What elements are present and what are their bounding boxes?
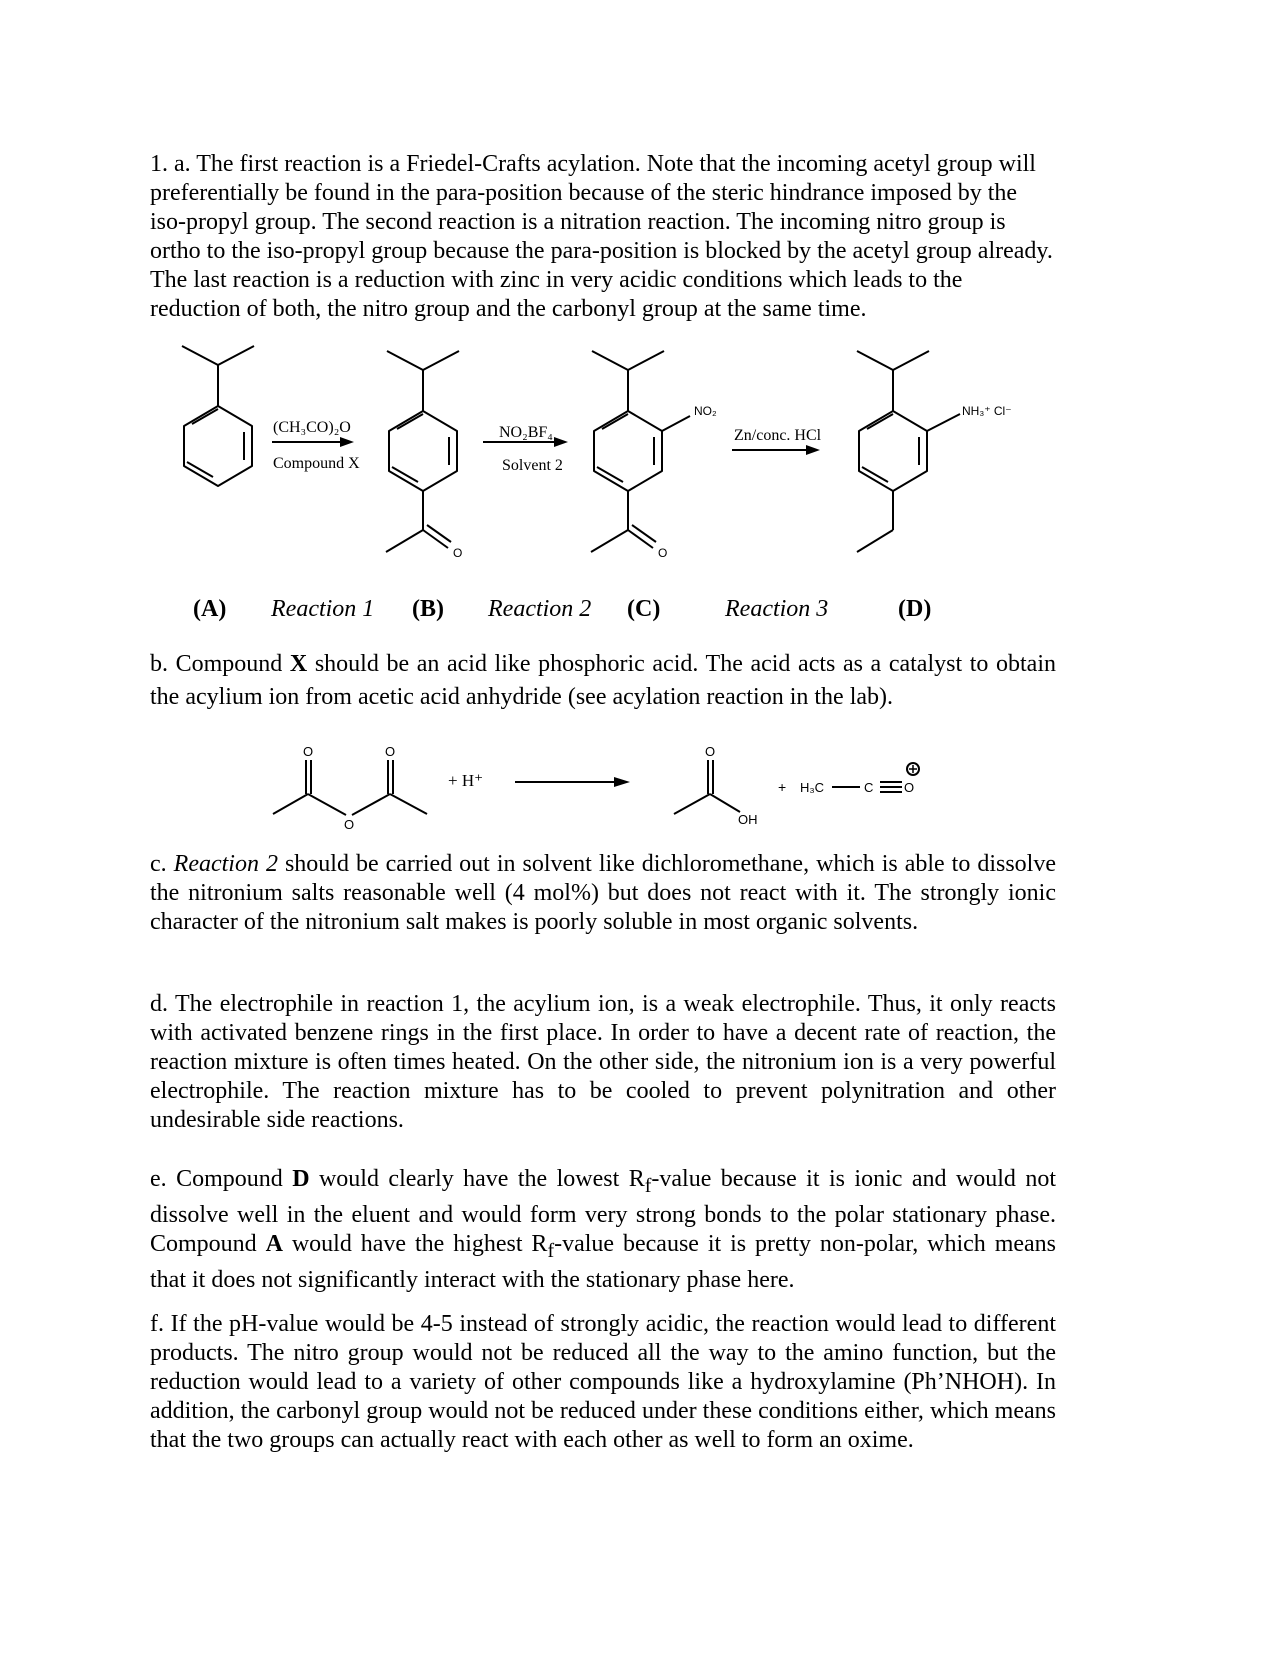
acylium-scheme xyxy=(0,730,1280,830)
compound-x-ref: X xyxy=(289,651,308,677)
label-c: (C) xyxy=(627,596,661,622)
nh3-label: NH₃⁺ Cl⁻ xyxy=(962,404,1012,418)
reagent-1-top: (CH₃CO)₂O xyxy=(273,419,351,436)
paragraph-a xyxy=(150,150,1056,324)
reaction-2-ref: Reaction 2 xyxy=(173,851,278,877)
label-b: (B) xyxy=(412,596,444,622)
reagent-3-top: Zn/conc. HCl xyxy=(734,427,822,444)
reaction-scheme xyxy=(0,330,1280,570)
compound-a-ref: A xyxy=(265,1230,283,1257)
acid-carbonyl-oxygen: O xyxy=(705,744,716,759)
compound-b-structure xyxy=(386,351,459,552)
compound-c-structure xyxy=(591,351,690,552)
acid-oh-label: OH xyxy=(738,812,758,827)
proton-label: + H⁺ xyxy=(448,771,484,790)
paragraph-c: c. Reaction 2 should be carried out in solvent like dichloromethane, which is able to dissolve the nitronium salts reasonable well (4 mol%) but does not react with it. The strongly ionic character of the nitronium salt makes is poorly soluble in most organic solvents. xyxy=(150,851,1056,935)
paragraph-f: f. If the pH-value would be 4-5 instead of strongly acidic, the reaction would lead to different products. The nitro group would not be reduced all the way to the amino function, but the reduction would lead to a variety of other compounds like a hydroxylamine (Ph’NHOH). In addition, the carbonyl group would not be reduced under these conditions either, which means that the two groups can actually react with each other as well to form an oxime. xyxy=(150,1311,1056,1453)
label-a: (A) xyxy=(193,596,227,622)
h3c-label: H₃C xyxy=(800,780,825,795)
label-reaction-2: Reaction 2 xyxy=(488,596,592,622)
reagent-2-top: NO₂BF₄ xyxy=(499,424,553,441)
ketone-oxygen-c: O xyxy=(658,546,668,560)
label-d: (D) xyxy=(898,596,932,622)
reagent-1-bottom: Compound X xyxy=(273,455,360,472)
compound-d-structure xyxy=(857,351,960,552)
compound-a-structure xyxy=(182,346,254,486)
anhydride-oxygen-2: O xyxy=(385,744,396,759)
no2-label: NO₂ xyxy=(694,404,717,418)
ketone-oxygen-b: O xyxy=(453,546,463,560)
acylium-oxygen: O xyxy=(904,780,915,795)
paragraph-b: b. Compound X should be an acid like phosphoric acid. The acid acts as a catalyst to obtain the acylium ion from acetic acid anhydride (see acylation reaction in the lab). xyxy=(150,651,1056,710)
anhydride-bridge-oxygen: O xyxy=(344,817,355,830)
compound-d-ref: D xyxy=(292,1166,310,1192)
paragraph-d: d. The electrophile in reaction 1, the acylium ion, is a weak electrophile. Thus, it only reacts with activated benzene rings in the first place. In order to have a decent rate of reaction, the reaction mixture is often times heated. On the other side, the nitronium ion is a very powerful electrophile. The reaction mixture has to be cooled to prevent polynitration and other undesirable side reactions. xyxy=(150,991,1056,1133)
label-reaction-3: Reaction 3 xyxy=(725,596,829,622)
acylium-carbon: C xyxy=(864,780,874,795)
plus-sign: + xyxy=(778,779,787,795)
paragraph-a-text: 1. a. The first reaction is a Friedel-Crafts acylation. Note that the incoming acetyl group will preferentially be found in the para-position because of the steric hindrance imposed by the iso-propyl group. The second reaction is a nitration reaction. The incoming nitro group is ortho to the iso-propyl group because the para-position is blocked by the acetyl group already. The last reaction is a reduction with zinc in very acidic conditions which leads to the reduction of both, the nitro group and the carbonyl group at the same time. xyxy=(150,151,1053,322)
label-reaction-1: Reaction 1 xyxy=(271,596,375,622)
anhydride-oxygen-1: O xyxy=(303,744,314,759)
paragraph-e: e. Compound D would clearly have the lowest $R_f$-value because it is ionic and would not dissolve well in the eluent and would form very strong bonds to the polar stationary phase. Compound A would have the highest $R_f$-value because it is pretty non-polar, which means that it does not significantly interact with the stationary phase here. xyxy=(150,1166,1057,1293)
reagent-2-bottom: Solvent 2 xyxy=(502,457,563,474)
